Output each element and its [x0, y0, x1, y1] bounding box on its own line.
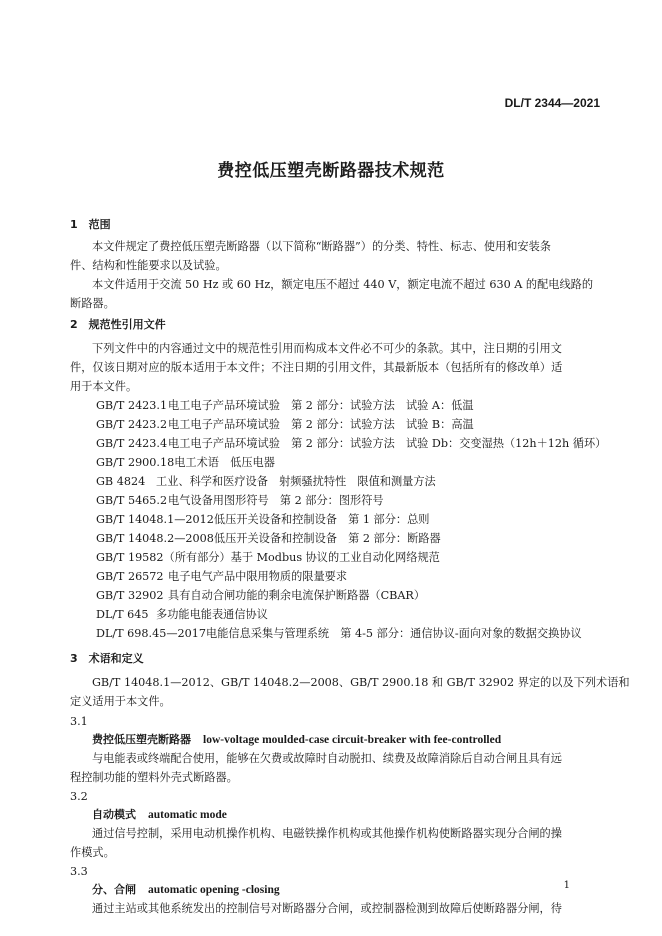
ref-code: GB/T 2423.2	[96, 418, 168, 431]
s1-paragraph-1-line-2: 件、结构和性能要求以及试验。	[70, 259, 227, 272]
ref-title: 低压开关设备和控制设备 第 2 部分：断路器	[213, 532, 441, 545]
term-zh: 自动模式	[92, 808, 136, 821]
ref-item	[96, 532, 441, 546]
ref-item	[96, 418, 474, 432]
ref-code: DL/T 645	[96, 608, 149, 621]
ref-title: 多功能电能表通信协议	[156, 608, 268, 621]
ref-code: GB/T 2423.1	[96, 399, 168, 412]
ref-title: 基于 Modbus 协议的工业自动化网络规范	[230, 551, 440, 564]
section-1-heading: 1 范围	[70, 218, 111, 231]
term-3-2-definition-line-2: 作模式。	[70, 846, 115, 859]
document-title: 费控低压塑壳断路器技术规范	[217, 161, 445, 181]
ref-title: 低压开关设备和控制设备 第 1 部分：总则	[213, 513, 430, 526]
ref-item	[96, 608, 268, 622]
ref-item	[96, 589, 425, 603]
term-3-2-title	[92, 808, 227, 822]
s2-paragraph-line-3: 用于本文件。	[70, 380, 138, 393]
ref-code: GB/T 14048.2—2008	[96, 532, 214, 545]
term-3-1-definition-line-2: 程控制功能的塑料外壳式断路器。	[70, 771, 238, 784]
s1-paragraph-1-line-1: 本文件规定了费控低压塑壳断路器（以下简称“断路器”）的分类、特性、标志、使用和安装条	[92, 240, 551, 253]
ref-title: 电工电子产品环境试验 第 2 部分：试验方法 试验 Db：交变湿热（12h＋12h 循环）	[168, 437, 607, 450]
ref-code: GB/T 2423.4	[96, 437, 168, 450]
s1-paragraph-2-line-1: 本文件适用于交流 50 Hz 或 60 Hz，额定电压不超过 440 V，额定电流不超过 630 A 的配电线路的	[92, 278, 594, 291]
s3-paragraph-line-1: GB/T 14048.1—2012、GB/T 14048.2—2008、GB/T 2900.18 和 GB/T 32902 界定的以及下列术语和	[92, 676, 630, 689]
ref-code: DL/T 698.45—2017	[96, 627, 206, 640]
ref-code: GB/T 2900.18	[96, 456, 175, 469]
ref-title: 电气设备用图形符号 第 2 部分：图形符号	[168, 494, 384, 507]
term-en: low-voltage moulded-case circuit-breaker with fee-controlled	[203, 734, 502, 746]
term-3-1-definition-line-1: 与电能表或终端配合使用，能够在欠费或故障时自动脱扣、续费及故障消除后自动合闸且具有远	[92, 752, 562, 765]
page-number: 1	[563, 880, 570, 891]
section-2-heading: 2 规范性引用文件	[70, 318, 166, 331]
s2-paragraph-line-1: 下列文件中的内容通过文中的规范性引用而构成本文件必不可少的条款。其中，注日期的引用文	[92, 342, 562, 355]
ref-title: 具有自动合闸功能的剩余电流保护断路器（CBAR）	[168, 589, 426, 602]
ref-title: 电能信息采集与管理系统 第 4-5 部分：通信协议-面向对象的数据交换协议	[206, 627, 582, 640]
s2-paragraph-line-2: 件，仅该日期对应的版本适用于本文件；不注日期的引用文件，其最新版本（包括所有的修改单）适	[70, 361, 563, 374]
ref-code: GB 4824	[96, 475, 146, 488]
ref-item	[96, 513, 429, 527]
term-en: automatic opening -closing	[148, 884, 280, 896]
ref-code: GB/T 32902	[96, 589, 164, 602]
term-3-3-number: 3.3	[70, 865, 88, 878]
ref-title: 电子电气产品中限用物质的限量要求	[168, 570, 348, 583]
term-3-1-number: 3.1	[70, 715, 88, 728]
term-3-2-definition-line-1: 通过信号控制，采用电动机操作机构、电磁铁操作机构或其他操作机构使断路器实现分合闸的操	[92, 827, 562, 840]
term-en: automatic mode	[148, 809, 227, 821]
term-zh: 费控低压塑壳断路器	[92, 733, 191, 746]
ref-title: 电工电子产品环境试验 第 2 部分：试验方法 试验 A：低温	[168, 399, 474, 412]
ref-code: GB/T 19582（所有部分）	[96, 551, 231, 564]
term-zh: 分、合闸	[92, 883, 136, 896]
s1-paragraph-2-line-2: 断路器。	[70, 297, 115, 310]
ref-item	[96, 399, 474, 413]
term-3-1-title	[92, 733, 501, 747]
ref-item	[96, 494, 384, 508]
ref-title: 工业、科学和医疗设备 射频骚扰特性 限值和测量方法	[156, 475, 436, 488]
ref-item	[96, 475, 436, 489]
ref-title: 电工术语 低压电器	[174, 456, 275, 469]
ref-item	[96, 437, 606, 451]
ref-item	[96, 570, 347, 584]
ref-code: GB/T 14048.1—2012	[96, 513, 214, 526]
standard-code: DL/T 2344—2021	[504, 96, 600, 110]
ref-title: 电工电子产品环境试验 第 2 部分：试验方法 试验 B：高温	[168, 418, 474, 431]
s3-paragraph-line-2: 定义适用于本文件。	[70, 695, 171, 708]
ref-code: GB/T 26572	[96, 570, 164, 583]
ref-item	[96, 627, 582, 641]
section-3-heading: 3 术语和定义	[70, 652, 144, 665]
ref-item	[96, 551, 440, 565]
term-3-3-title	[92, 883, 280, 897]
ref-code: GB/T 5465.2	[96, 494, 168, 507]
term-3-3-definition-line-1: 通过主站或其他系统发出的控制信号对断路器分合闸，或控制器检测到故障后使断路器分闸，待	[92, 902, 562, 915]
ref-item	[96, 456, 275, 470]
term-3-2-number: 3.2	[70, 790, 88, 803]
